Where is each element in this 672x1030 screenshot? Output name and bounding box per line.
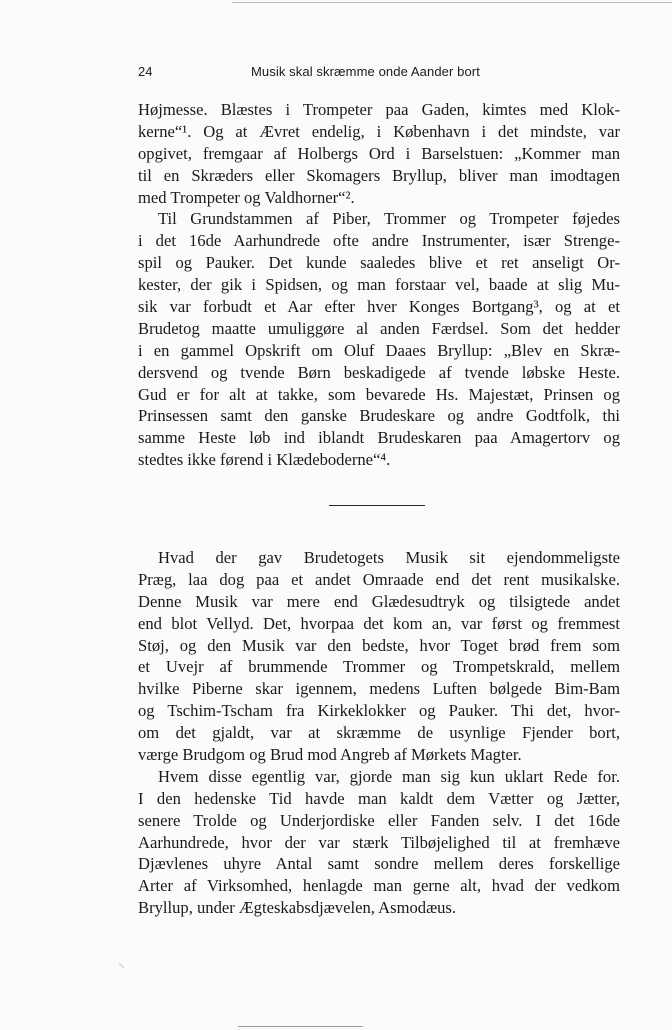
text-block-lower	[138, 547, 620, 919]
text-line: i en gammel Opskrift om Oluf Daaes Bryllup: „Blev en Skræ-	[138, 340, 620, 360]
text-line: til en Skræders eller Skomagers Bryllup, bliver man imodtagen	[138, 165, 620, 185]
paragraph-1	[138, 99, 620, 208]
text-line: Arter af Virksomhed, henlagde man gerne alt, hvad der vedkom	[138, 876, 620, 896]
running-title: Musik skal skræmme onde Aander bort	[251, 64, 480, 79]
paragraph-2	[138, 208, 620, 471]
scan-speck	[118, 962, 126, 970]
text-line: kester, der gik i Spidsen, og man forstaar vel, baade at slig Mu-	[138, 275, 620, 295]
page-header	[138, 64, 620, 84]
text-line: I den hedenske Tid havde man kaldt dem Vætter og Jætter,	[138, 788, 620, 808]
text-line: om det gjaldt, var at skræmme de usynlige Fjender bort,	[138, 723, 620, 743]
text-line: Djævlenes uhyre Antal samt sondre mellem deres forskellige	[138, 854, 620, 874]
text-line: Prinsessen samt den ganske Brudeskare og andre Godtfolk, thi	[138, 406, 620, 426]
text-line: sik var forbudt et Aar efter hver Konges Bortgang³, og at et	[138, 297, 620, 317]
text-line: i det 16de Aarhundrede ofte andre Instrumenter, især Strenge-	[138, 231, 620, 251]
text-line: kerne“¹. Og at Ævret endelig, i København i det mindste, var	[138, 121, 620, 141]
text-line: Højmesse. Blæstes i Trompeter paa Gaden, kimtes med Klok-	[138, 100, 620, 119]
text-line: hvilke Piberne skar igennem, medens Luften bølgede Bim-Bam	[138, 679, 620, 699]
paragraph-3	[138, 547, 620, 766]
text-line: Til Grundstammen af Piber, Trommer og Trompeter føjedes	[158, 209, 620, 229]
text-line: Præg, laa dog paa et andet Omraade end det rent musikalske.	[138, 569, 620, 589]
text-line: Støj, og den Musik var den bedste, hvor Toget brød frem som	[138, 635, 620, 655]
text-line: opgivet, fremgaar af Holbergs Ord i Barselstuen: „Kommer man	[138, 143, 620, 163]
page-number: 24	[138, 64, 153, 79]
text-line: Gud er for alt at takke, som bevarede Hs. Majestæt, Prinsen og	[138, 384, 620, 404]
text-line: Aarhundrede, hvor der var stærk Tilbøjelighed til at fremhæve	[138, 832, 620, 852]
text-line: værge Brudgom og Brud mod Angreb af Mørkets Magter.	[138, 745, 522, 765]
text-line: Denne Musik var mere end Glædesudtryk og tilsigtede andet	[138, 591, 620, 611]
text-line: et Uvejr af brummende Trommer og Trompetskrald, mellem	[138, 657, 620, 677]
text-line: samme Heste løb ind iblandt Brudeskaren paa Amagertorv og	[138, 428, 620, 448]
text-line: end blot Vellyd. Det, hvorpaa det kom an, var først og fremmest	[138, 613, 620, 633]
bottom-edge-rule	[238, 1026, 363, 1027]
text-line: senere Trolde og Underjordiske eller Fanden selv. I det 16de	[138, 810, 620, 830]
text-line: dersvend og tvende Børn beskadigede af tvende løbske Heste.	[138, 362, 620, 382]
paragraph-4	[138, 766, 620, 919]
text-line: med Trompeter og Valdhorner“².	[138, 187, 355, 207]
text-line: spil og Pauker. Det kunde saaledes blive et ret anseligt Or-	[138, 253, 620, 273]
text-block-upper	[138, 99, 620, 471]
text-line: Brudetog maatte umuliggøre al anden Færdsel. Som det hedder	[138, 318, 620, 338]
text-line: Hvad der gav Brudetogets Musik sit ejendommeligste	[158, 548, 620, 567]
text-line: og Tschim-Tscham fra Kirkeklokker og Pauker. Thi det, hvor-	[138, 701, 620, 721]
top-edge-rule	[232, 2, 672, 3]
section-divider	[329, 505, 425, 506]
text-line: Bryllup, under Ægteskabsdjævelen, Asmodæus.	[138, 898, 457, 918]
text-line: Hvem disse egentlig var, gjorde man sig kun uklart Rede for.	[158, 766, 620, 786]
text-line: stedtes ikke førend i Klædeboderne“⁴.	[138, 450, 391, 470]
